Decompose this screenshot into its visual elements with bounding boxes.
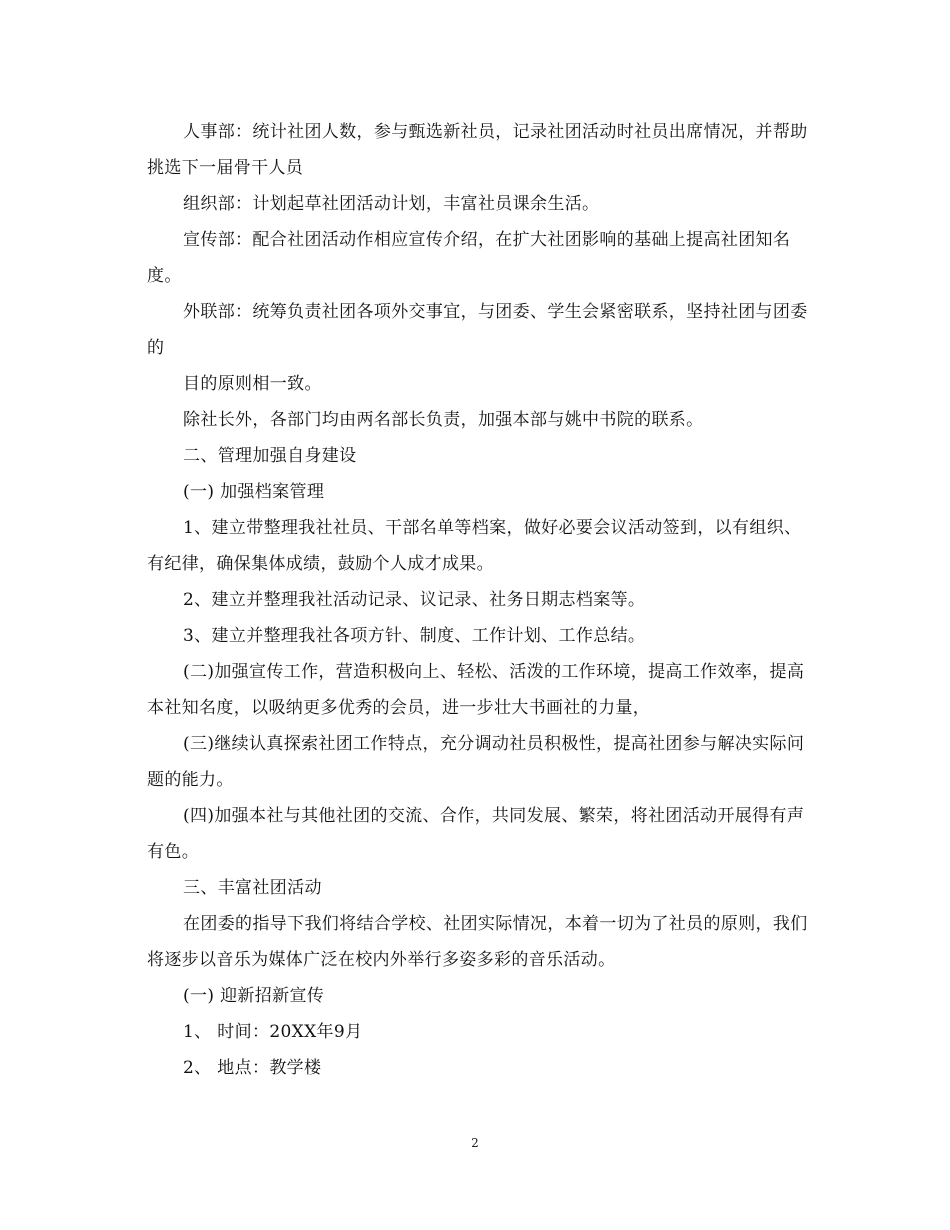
paragraph-explore-features: (三)继续认真探索社团工作特点，充分调动社员积极性，提高社团参与解决实际问题的能力。 <box>147 734 805 790</box>
paragraph-publicity-dept: 宣传部：配合社团活动作相应宣传介绍，在扩大社团影响的基础上提高社团知名度。 <box>147 230 791 286</box>
paragraph-cooperation: (四)加强本社与其他社团的交流、合作，共同发展、繁荣，将社团活动开展得有声有色。 <box>147 806 805 862</box>
subsection-heading-recruitment: (一) 迎新招新宣传 <box>183 986 325 1006</box>
list-item-archives-2: 2、建立并整理我社活动记录、议记录、社务日期志档案等。 <box>183 590 646 610</box>
list-item-location: 2、 地点：教学楼 <box>183 1058 322 1078</box>
page-number: 2 <box>471 1136 479 1150</box>
paragraph-org-dept: 组织部：计划起草社团活动计划，丰富社员课余生活。 <box>183 194 600 214</box>
list-item-archives-1: 1、建立带整理我社社员、干部名单等档案，做好必要会议活动签到，以有组织、有纪律，确保集体成绩，鼓励个人成才成果。 <box>147 518 802 574</box>
paragraph-publicity-work: (二)加强宣传工作，营造积极向上、轻松、活泼的工作环境，提高工作效率，提高本社知名度，以吸纳更多优秀的会员，进一步壮大书画社的力量， <box>147 662 805 718</box>
list-item-archives-3: 3、建立并整理我社各项方针、制度、工作计划、工作总结。 <box>183 626 646 646</box>
paragraph-activities-intro: 在团委的指导下我们将结合学校、社团实际情况，本着一切为了社员的原则，我们将逐步以音乐为媒体广泛在校内外举行多姿多彩的音乐活动。 <box>147 914 808 970</box>
paragraph-liaison-dept: 外联部：统筹负责社团各项外交事宜，与团委、学生会紧密联系，坚持社团与团委的 <box>147 302 808 358</box>
document-body <box>147 114 815 1086</box>
section-heading-management: 二、管理加强自身建设 <box>183 446 357 466</box>
section-heading-activities: 三、丰富社团活动 <box>183 878 322 898</box>
paragraph-liaison-continued: 目的原则相一致。 <box>183 374 322 394</box>
paragraph-dept-heads: 除社长外，各部门均由两名部长负责，加强本部与姚中书院的联系。 <box>183 410 704 430</box>
list-item-time: 1、 时间：20XX年9月 <box>183 1022 363 1042</box>
subsection-heading-archives: (一) 加强档案管理 <box>183 482 325 502</box>
paragraph-hr-dept: 人事部：统计社团人数，参与甄选新社员，记录社团活动时社员出席情况，并帮助挑选下一届骨干人员 <box>147 122 808 178</box>
